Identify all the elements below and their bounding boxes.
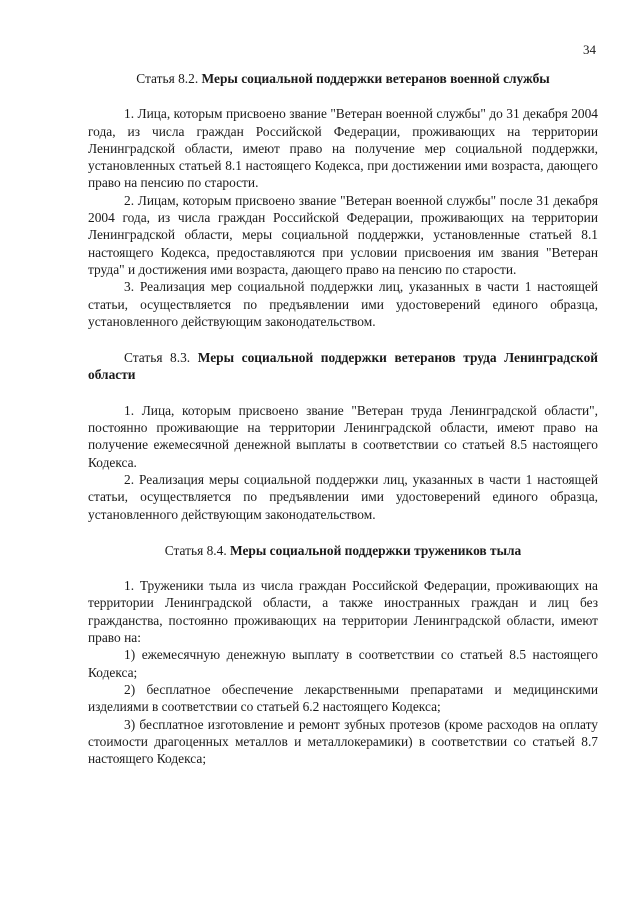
article-8-2-paragraph-2: 2. Лицам, которым присвоено звание "Ветеран военной службы" после 31 декабря 2004 года, из числа граждан Российской Федерации, проживающих на территории Ленинградской области, меры социальной поддержки, установленные статьей 8.1 настоящего Кодекса, предоставляются при условии присвоения им звания "Ветеран труда" и достижения ими возраста, дающего право на пенсию по старости. <box>88 192 598 277</box>
article-title: Меры социальной поддержки ветеранов труда Ленинградской области <box>88 350 598 383</box>
article-8-2-paragraph-3: 3. Реализация мер социальной поддержки лиц, указанных в части 1 настоящей статьи, осуществляется по предъявлении ими удостоверений единого образца, установленного действующим законодательством. <box>88 279 598 329</box>
article-heading-8-3 <box>88 349 598 384</box>
article-number: Статья 8.4. <box>164 542 227 558</box>
article-8-3-paragraph-2: 2. Реализация меры социальной поддержки лиц, указанных в части 1 настоящей статьи, осуществляется по предъявлении ими удостоверений единого образца, установленного действующим законодательством. <box>88 471 598 522</box>
article-8-2-paragraph-1: 1. Лица, которым присвоено звание "Ветеран военной службы" до 31 декабря 2004 года, из числа граждан Российской Федерации, проживающих на территории Ленинградской области, имеют право на получение мер социальной поддержки, установленных статьей 8.1 настоящего Кодекса, при достижении ими возраста, дающего право на пенсию по старости. <box>88 106 598 191</box>
article-8-4-item-1: 1) ежемесячную денежную выплату в соответствии со статьей 8.5 настоящего Кодекса; <box>88 647 598 680</box>
article-8-3-paragraph-1: 1. Лица, которым присвоено звание "Ветеран труда Ленинградской области", постоянно проживающие на территории Ленинградской области, имеют право на получение ежемесячной денежной выплаты в соответствии со статьей 8.5 настоящего Кодекса. <box>88 402 598 470</box>
article-title: Меры социальной поддержки тружеников тыла <box>230 542 522 558</box>
page-number: 34 <box>583 42 596 57</box>
article-8-4-paragraph-1: 1. Труженики тыла из числа граждан Российской Федерации, проживающих на территории Ленинградской области, а также иностранных граждан и лиц без гражданства, постоянно проживающих на территории Ленинградской области, имеют право на: <box>88 578 598 646</box>
article-8-4-item-3: 3) бесплатное изготовление и ремонт зубных протезов (кроме расходов на оплату стоимости драгоценных металлов и металлокерамики) в соответствии со статьей 8.7 настоящего Кодекса; <box>88 716 598 767</box>
article-heading-8-2 <box>88 70 598 87</box>
article-8-4-item-2: 2) бесплатное обеспечение лекарственными препаратами и медицинскими изделиями в соответствии со статьей 6.2 настоящего Кодекса; <box>88 681 598 715</box>
article-number: Статья 8.3. <box>124 350 191 366</box>
article-number: Статья 8.2. <box>136 71 199 86</box>
article-heading-8-4 <box>88 542 598 559</box>
article-title: Меры социальной поддержки ветеранов военной службы <box>201 71 550 86</box>
document-body <box>88 70 598 767</box>
